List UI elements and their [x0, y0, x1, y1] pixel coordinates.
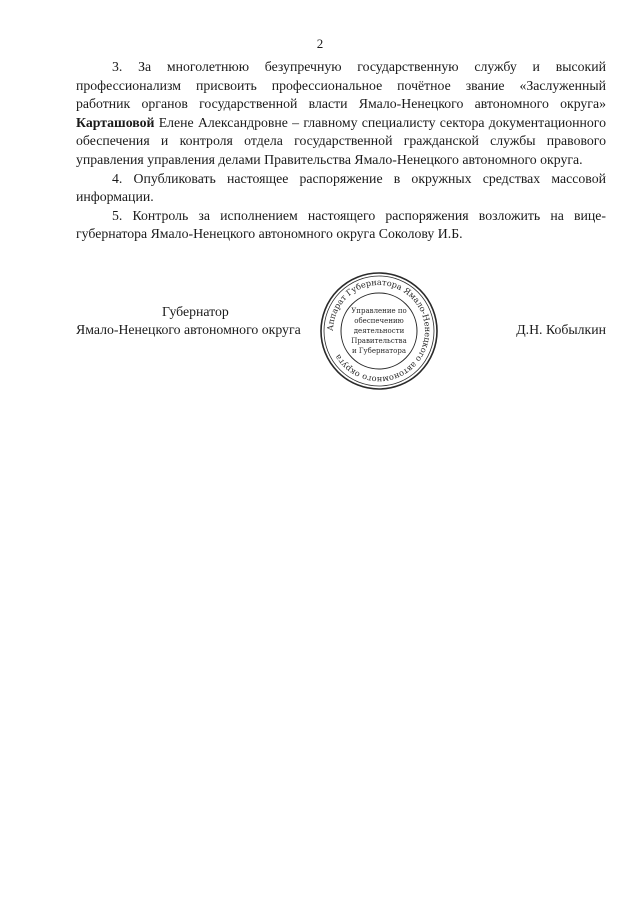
seal-inner-line-3: деятельности — [353, 327, 405, 335]
paragraph-3-surname: Карташовой — [76, 114, 155, 130]
paragraph-5-text: 5. Контроль за исполнением настоящего распоряжения возложить на вице-губернатора Ямало-Ненецкого автономного округа Соколову И.Б. — [76, 207, 606, 242]
seal-inner-line-1: Управление по — [351, 307, 407, 315]
signatory-name: Д.Н. Кобылкин — [516, 322, 606, 337]
seal-inner-line-4: Правительства — [351, 337, 407, 345]
paragraph-5 — [76, 207, 606, 244]
paragraph-3-text-start: 3. За многолетнюю безупречную государственную службу и высокий профессионализм присвоить профессиональное почётное звание «Заслуженный работник органов государственной власти Ямало-Ненецкого автономного округа» — [76, 59, 606, 112]
paragraph-3 — [76, 58, 606, 170]
seal-inner-line-2: обеспечению — [354, 317, 404, 325]
seal-inner-line-5: и Губернатора — [351, 347, 407, 355]
signatory-region: Ямало-Ненецкого автономного округа — [76, 322, 301, 337]
seal-outer-text: Аппарат Губернатора Ямало-Ненецкого автономного округа — [324, 276, 434, 386]
document-body — [76, 58, 606, 244]
page-number: 2 — [316, 36, 324, 51]
paragraph-3-text-end: Елене Александровне – главному специалисту сектора документационного обеспечения и контроля отдела государственной гражданской службы правового управления управления делами Правительства Ямало-Ненецкого автономного округа. — [76, 114, 606, 167]
official-seal — [318, 270, 440, 392]
seal-inner-text — [351, 307, 407, 355]
signatory-title: Губернатор — [162, 304, 229, 319]
paragraph-4 — [76, 170, 606, 207]
paragraph-4-text: 4. Опубликовать настоящее распоряжение в окружных средствах массовой информации. — [76, 170, 606, 205]
